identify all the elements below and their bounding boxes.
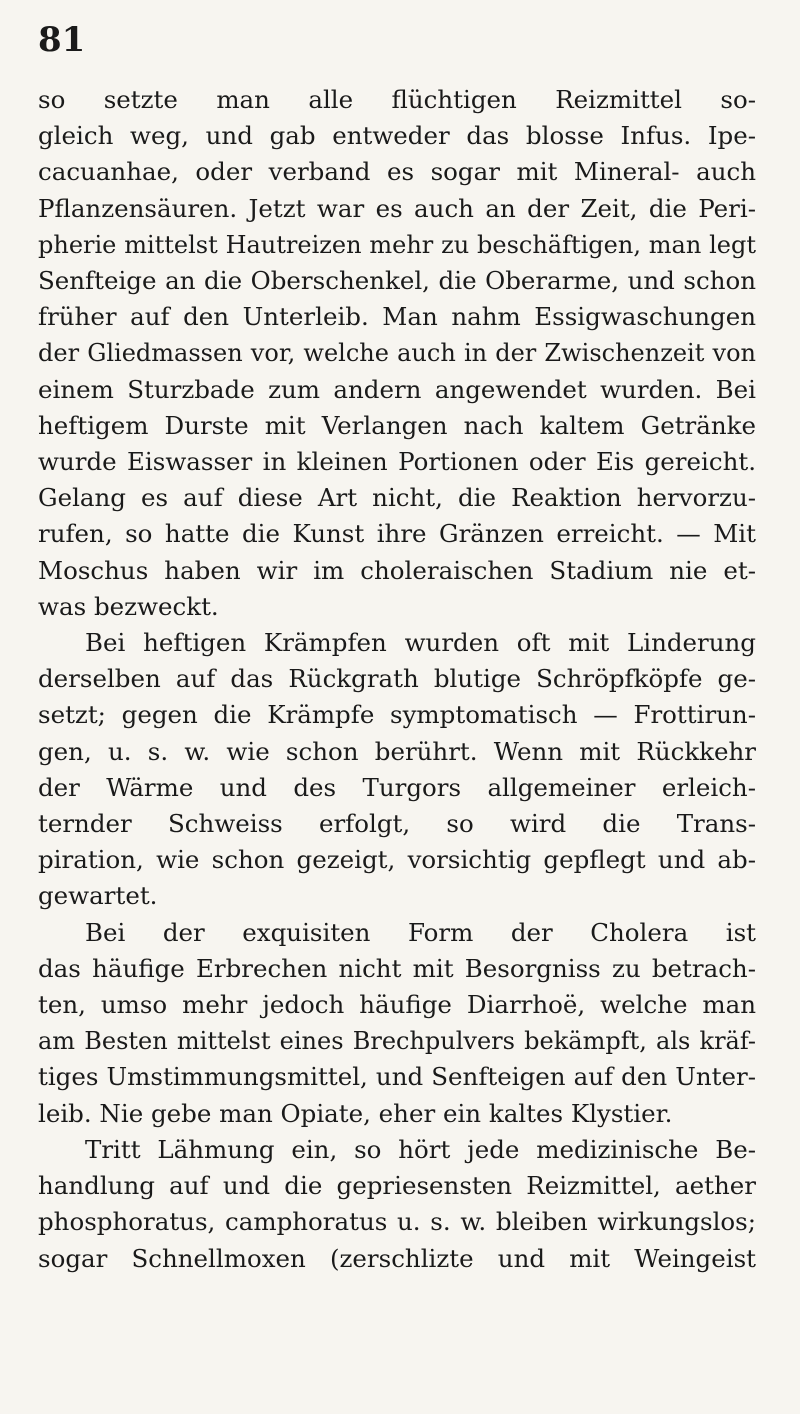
- text-line: tiges Umstimmungsmittel, und Senfteigen auf den Unter-: [38, 1062, 756, 1092]
- text-line: der Gliedmassen vor, welche auch in der Zwischenzeit von: [38, 339, 756, 368]
- text-line: Gelang es auf diese Art nicht, die Reaktion hervorzu-: [38, 483, 756, 513]
- text-line: so setzte man alle flüchtigen Reizmittel so-: [38, 85, 756, 114]
- text-line: rufen, so hatte die Kunst ihre Gränzen erreicht. — Mit: [38, 519, 756, 549]
- text-line: handlung auf und die gepriesensten Reizmittel, aether: [38, 1171, 756, 1201]
- text-line: cacuanhae, oder verband es sogar mit Mineral- auch: [38, 157, 756, 187]
- text-line: pherie mittelst Hautreizen mehr zu beschäftigen, man legt: [38, 230, 756, 259]
- text-line: Pflanzensäuren. Jetzt war es auch an der Zeit, die Peri-: [38, 193, 756, 223]
- text-line: heftigem Durste mit Verlangen nach kaltem Getränke: [38, 410, 756, 440]
- text-line: Senfteige an die Oberschenkel, die Oberarme, und schon: [38, 266, 756, 296]
- text-line: das häufige Erbrechen nicht mit Besorgniss zu betrach-: [38, 953, 756, 983]
- text-line: einem Sturzbade zum andern angewendet wurden. Bei: [38, 374, 756, 404]
- text-line: der Wärme und des Turgors allgemeiner erleich-: [38, 772, 756, 802]
- text-line: Tritt Lähmung ein, so hört jede medizinische Be-: [85, 1134, 756, 1164]
- text-line: Bei der exquisiten Form der Cholera ist: [85, 917, 756, 947]
- text-line: leib. Nie gebe man Opiate, eher ein kaltes Klystier.: [38, 1098, 673, 1128]
- text-line: sogar Schnellmoxen (zerschlizte und mit Weingeist: [38, 1243, 756, 1273]
- text-line: Moschus haben wir im choleraischen Stadium nie et-: [38, 555, 756, 585]
- text-line: früher auf den Unterleib. Man nahm Essigwaschungen: [38, 302, 756, 332]
- text-line: phosphoratus, camphoratus u. s. w. bleiben wirkungslos;: [38, 1207, 756, 1237]
- text-line: was bezweckt.: [38, 591, 219, 621]
- text-line: gleich weg, und gab entweder das blosse Infus. Ipe-: [38, 121, 756, 151]
- text-line: ten, umso mehr jedoch häufige Diarrhoë, welche man: [38, 990, 756, 1020]
- text-line: derselben auf das Rückgrath blutige Schröpfköpfe ge-: [38, 664, 756, 694]
- text-line: piration, wie schon gezeigt, vorsichtig gepflegt und ab-: [38, 845, 756, 875]
- page-number: 81: [38, 20, 86, 60]
- text-line: am Besten mittelst eines Brechpulvers bekämpft, als kräf-: [38, 1027, 756, 1056]
- text-line: Bei heftigen Krämpfen wurden oft mit Linderung: [85, 628, 756, 658]
- text-line: ternder Schweiss erfolgt, so wird die Trans-: [38, 809, 756, 839]
- text-line: gewartet.: [38, 881, 158, 911]
- body-text: [38, 82, 756, 1277]
- text-line: gen, u. s. w. wie schon berührt. Wenn mit Rückkehr: [38, 736, 756, 766]
- text-line: setzt; gegen die Krämpfe symptomatisch — Frottirun-: [38, 700, 756, 730]
- text-line: wurde Eiswasser in kleinen Portionen oder Eis gereicht.: [38, 447, 756, 477]
